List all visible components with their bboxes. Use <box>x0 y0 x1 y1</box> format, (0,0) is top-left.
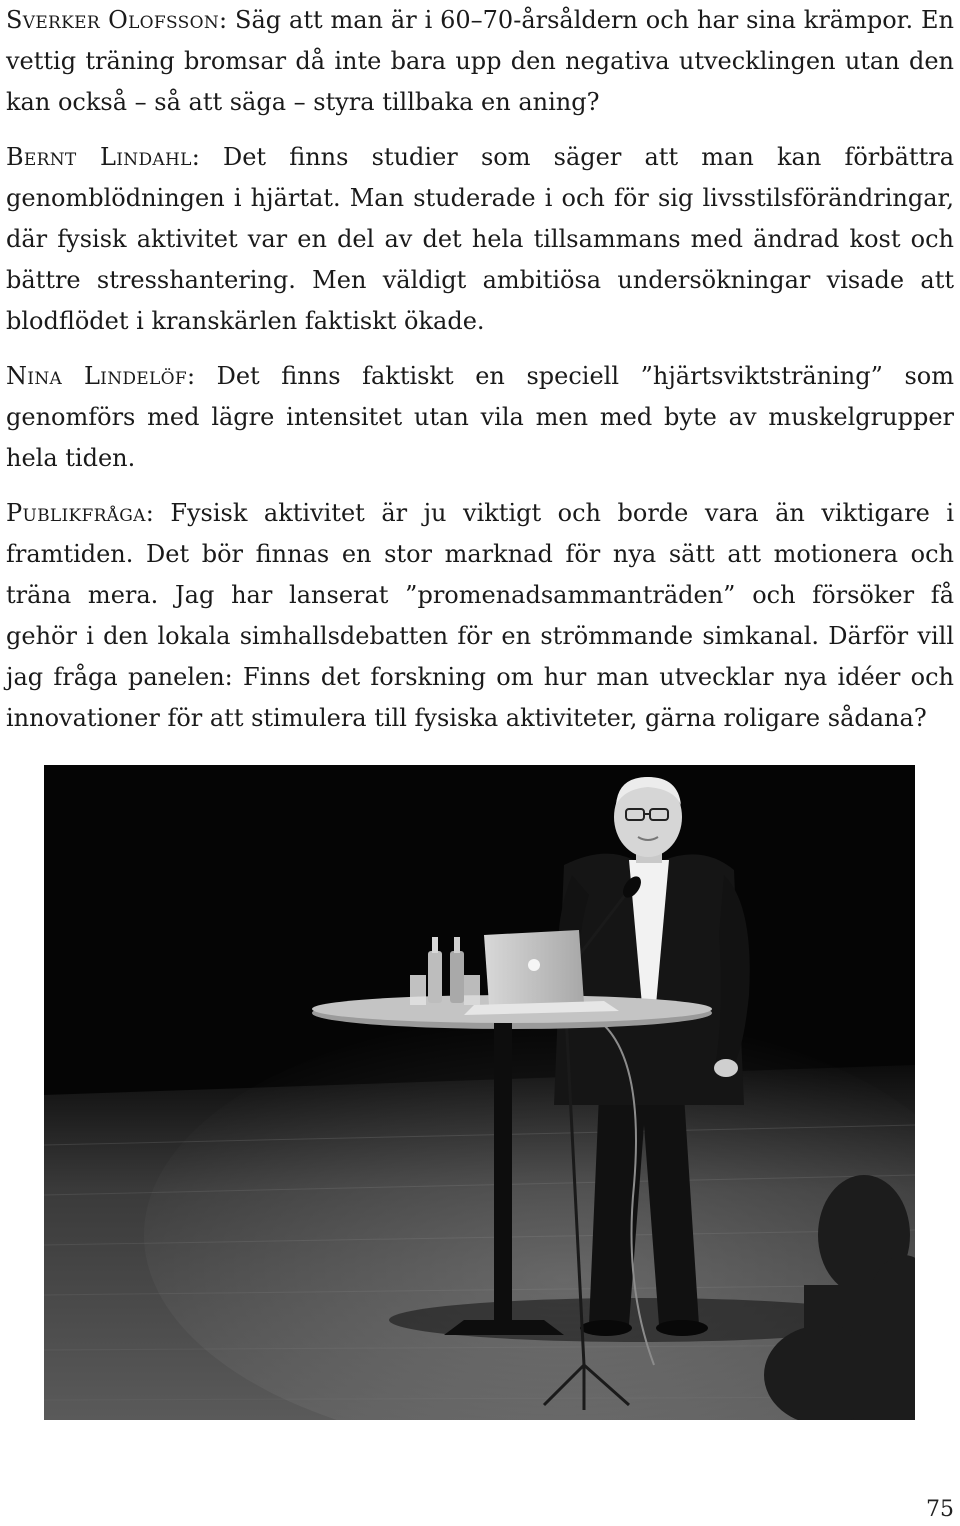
speaker-separator: : <box>145 499 171 527</box>
paragraph-lindahl <box>6 137 954 342</box>
speaker-at-podium-illustration <box>44 765 915 1420</box>
paragraph-text: Säg att man är i 60–70-årsåldern och har sina krämpor. En vettig träning bromsar då inte bara upp den negativa utvecklingen utan den kan också – så att säga – styra tillbaka en aning? <box>6 6 954 116</box>
paragraph-text: Fysisk aktivitet är ju viktigt och borde vara än viktigare i framtiden. Det bör finnas en stor marknad för nya sätt att motionera och träna mera. Jag har lanserat ”promenadsammanträden” och försöker få gehör i den lokala simhallsdebatten för en strömmande simkanal. Därför vill jag fråga panelen: Finns det forskning om hur man utvecklar nya idéer och innovationer för att stimulera till fysiska aktiviteter, gärna roligare sådana? <box>6 499 954 732</box>
speaker-name: Bernt Lindahl <box>6 143 192 171</box>
paragraph-lindelof <box>6 356 954 479</box>
paragraph-text: Det finns studier som säger att man kan förbättra genomblödningen i hjärtat. Man studerade i och för sig livsstilsförändringar, där fysisk aktivitet var en del av det hela tillsammans med ändrad kost och bättre stresshantering. Men väldigt ambitiösa undersökningar visade att blodflödet i kranskärlen faktiskt ökade. <box>6 143 954 335</box>
speaker-name: Sverker Olofsson <box>6 6 220 34</box>
speaker-name: Nina Lindelöf <box>6 362 187 390</box>
page-number: 75 <box>926 1497 954 1522</box>
speaker-separator: : <box>191 143 223 171</box>
paragraph-publikfraga <box>6 493 954 739</box>
speaker-separator: : <box>219 6 236 34</box>
paragraph-text: Det finns faktiskt en speciell ”hjärtsviktsträning” som genomförs med lägre intensitet utan vila men med byte av muskelgrupper hela tiden. <box>6 362 954 472</box>
speaker-separator: : <box>186 362 217 390</box>
body-text <box>6 0 954 753</box>
stage-photo <box>44 765 915 1420</box>
speaker-name: Publikfråga <box>6 499 146 527</box>
paragraph-olofsson <box>6 0 954 123</box>
